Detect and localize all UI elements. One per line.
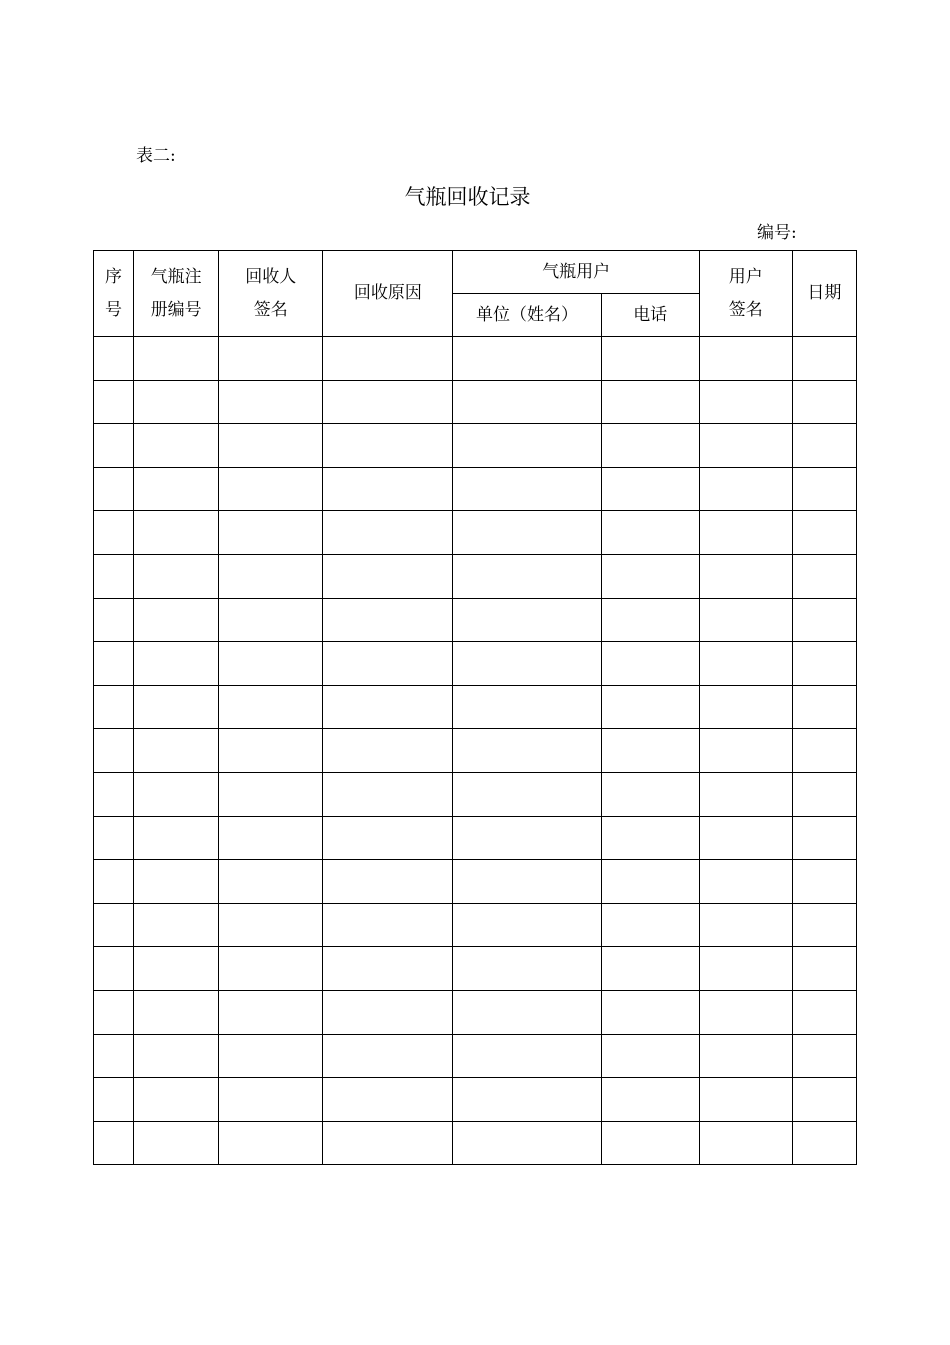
cell-collector-sign[interactable] <box>219 860 323 904</box>
cell-phone[interactable] <box>601 685 699 729</box>
cell-date[interactable] <box>792 685 856 729</box>
cell-unit-name[interactable] <box>453 772 601 816</box>
table-row <box>94 816 857 860</box>
cell-reason[interactable] <box>323 990 453 1034</box>
cell-date[interactable] <box>792 1078 856 1122</box>
cell-collector-sign[interactable] <box>219 380 323 424</box>
cell-reason[interactable] <box>323 1121 453 1165</box>
cell-date[interactable] <box>792 729 856 773</box>
cell-user-sign[interactable] <box>699 947 792 991</box>
cell-seq[interactable] <box>94 860 134 904</box>
cell-collector-sign[interactable] <box>219 554 323 598</box>
cell-user-sign[interactable] <box>699 903 792 947</box>
cell-seq[interactable] <box>94 642 134 686</box>
cell-collector-sign[interactable] <box>219 947 323 991</box>
cell-date[interactable] <box>792 1034 856 1078</box>
cell-date[interactable] <box>792 642 856 686</box>
cell-unit-name[interactable] <box>453 1034 601 1078</box>
cell-user-sign[interactable] <box>699 1121 792 1165</box>
cell-seq[interactable] <box>94 598 134 642</box>
header-user-sign-line2: 签名 <box>728 299 763 320</box>
cell-seq[interactable] <box>94 903 134 947</box>
cell-date[interactable] <box>792 772 856 816</box>
cell-unit-name[interactable] <box>453 990 601 1034</box>
table-row <box>94 729 857 773</box>
cell-cylinder-reg[interactable] <box>134 947 219 991</box>
cell-reason[interactable] <box>323 598 453 642</box>
cell-phone[interactable] <box>601 860 699 904</box>
cell-user-sign[interactable] <box>699 990 792 1034</box>
cell-collector-sign[interactable] <box>219 424 323 468</box>
cell-unit-name[interactable] <box>453 424 601 468</box>
cell-phone[interactable] <box>601 467 699 511</box>
cell-date[interactable] <box>792 337 856 381</box>
cell-date[interactable] <box>792 424 856 468</box>
cell-phone[interactable] <box>601 642 699 686</box>
table-row <box>94 860 857 904</box>
cell-reason[interactable] <box>323 816 453 860</box>
table-row <box>94 1121 857 1165</box>
cell-phone[interactable] <box>601 990 699 1034</box>
cell-user-sign[interactable] <box>699 860 792 904</box>
cell-collector-sign[interactable] <box>219 1121 323 1165</box>
table-row <box>94 424 857 468</box>
cell-unit-name[interactable] <box>453 554 601 598</box>
cell-unit-name[interactable] <box>453 642 601 686</box>
cell-phone[interactable] <box>601 947 699 991</box>
cell-date[interactable] <box>792 947 856 991</box>
cell-cylinder-reg[interactable] <box>134 598 219 642</box>
cell-user-sign[interactable] <box>699 467 792 511</box>
cell-date[interactable] <box>792 990 856 1034</box>
cell-cylinder-reg[interactable] <box>134 729 219 773</box>
cell-date[interactable] <box>792 598 856 642</box>
cell-collector-sign[interactable] <box>219 685 323 729</box>
cell-unit-name[interactable] <box>453 598 601 642</box>
cell-seq[interactable] <box>94 1078 134 1122</box>
cell-cylinder-reg[interactable] <box>134 642 219 686</box>
header-reason: 回收原因 <box>323 251 453 337</box>
cell-reason[interactable] <box>323 860 453 904</box>
table-row <box>94 554 857 598</box>
cell-collector-sign[interactable] <box>219 467 323 511</box>
cell-user-sign[interactable] <box>699 685 792 729</box>
cell-collector-sign[interactable] <box>219 729 323 773</box>
cell-collector-sign[interactable] <box>219 511 323 555</box>
cell-reason[interactable] <box>323 380 453 424</box>
cell-collector-sign[interactable] <box>219 1034 323 1078</box>
cell-phone[interactable] <box>601 729 699 773</box>
header-user-sign-line1: 用户 <box>728 266 763 287</box>
cell-date[interactable] <box>792 467 856 511</box>
header-seq <box>94 251 134 337</box>
cell-user-sign[interactable] <box>699 816 792 860</box>
cell-collector-sign[interactable] <box>219 642 323 686</box>
table-row <box>94 903 857 947</box>
cell-cylinder-reg[interactable] <box>134 1034 219 1078</box>
header-cylinder-user: 气瓶用户 <box>453 251 699 294</box>
cell-seq[interactable] <box>94 816 134 860</box>
cell-collector-sign[interactable] <box>219 816 323 860</box>
table-row <box>94 1034 857 1078</box>
cell-phone[interactable] <box>601 772 699 816</box>
cell-phone[interactable] <box>601 554 699 598</box>
cell-date[interactable] <box>792 816 856 860</box>
cell-user-sign[interactable] <box>699 1078 792 1122</box>
cell-reason[interactable] <box>323 511 453 555</box>
header-cylinder-reg-line2: 册编号 <box>150 299 202 320</box>
cell-collector-sign[interactable] <box>219 598 323 642</box>
cell-seq[interactable] <box>94 990 134 1034</box>
cell-unit-name[interactable] <box>453 511 601 555</box>
cell-cylinder-reg[interactable] <box>134 772 219 816</box>
header-seq-line1: 序 <box>105 266 123 287</box>
cell-user-sign[interactable] <box>699 380 792 424</box>
cell-phone[interactable] <box>601 598 699 642</box>
header-collector-line2: 签名 <box>253 299 288 320</box>
cell-reason[interactable] <box>323 903 453 947</box>
cell-cylinder-reg[interactable] <box>134 1121 219 1165</box>
cell-reason[interactable] <box>323 1034 453 1078</box>
cell-cylinder-reg[interactable] <box>134 467 219 511</box>
cell-seq[interactable] <box>94 554 134 598</box>
table-label: 表二: <box>136 146 176 166</box>
cell-seq[interactable] <box>94 380 134 424</box>
cell-reason[interactable] <box>323 685 453 729</box>
cell-cylinder-reg[interactable] <box>134 685 219 729</box>
cell-seq[interactable] <box>94 772 134 816</box>
cell-date[interactable] <box>792 860 856 904</box>
table-row <box>94 685 857 729</box>
table-row <box>94 598 857 642</box>
cell-user-sign[interactable] <box>699 729 792 773</box>
cell-reason[interactable] <box>323 424 453 468</box>
header-phone: 电话 <box>601 294 699 337</box>
cell-seq[interactable] <box>94 467 134 511</box>
cell-phone[interactable] <box>601 511 699 555</box>
cell-phone[interactable] <box>601 380 699 424</box>
table-body <box>94 337 857 1165</box>
cell-reason[interactable] <box>323 772 453 816</box>
cell-seq[interactable] <box>94 337 134 381</box>
cell-unit-name[interactable] <box>453 337 601 381</box>
cell-collector-sign[interactable] <box>219 990 323 1034</box>
cell-reason[interactable] <box>323 729 453 773</box>
cell-unit-name[interactable] <box>453 729 601 773</box>
cell-reason[interactable] <box>323 1078 453 1122</box>
cylinder-recovery-table <box>93 250 857 1165</box>
cell-reason[interactable] <box>323 642 453 686</box>
cell-phone[interactable] <box>601 1121 699 1165</box>
header-unit-name: 单位（姓名） <box>453 294 601 337</box>
cell-user-sign[interactable] <box>699 772 792 816</box>
table-row <box>94 511 857 555</box>
cell-reason[interactable] <box>323 947 453 991</box>
cell-user-sign[interactable] <box>699 554 792 598</box>
cell-date[interactable] <box>792 511 856 555</box>
table-row <box>94 467 857 511</box>
header-seq-line2: 号 <box>105 299 123 320</box>
table-row <box>94 380 857 424</box>
cell-date[interactable] <box>792 380 856 424</box>
cell-unit-name[interactable] <box>453 467 601 511</box>
document-title: 气瓶回收记录 <box>404 185 531 209</box>
cell-seq[interactable] <box>94 1121 134 1165</box>
cell-collector-sign[interactable] <box>219 903 323 947</box>
cell-cylinder-reg[interactable] <box>134 424 219 468</box>
cell-cylinder-reg[interactable] <box>134 554 219 598</box>
header-user-sign <box>699 251 792 337</box>
cell-cylinder-reg[interactable] <box>134 903 219 947</box>
cell-cylinder-reg[interactable] <box>134 816 219 860</box>
table-row <box>94 947 857 991</box>
table-row <box>94 337 857 381</box>
cell-user-sign[interactable] <box>699 337 792 381</box>
table-row <box>94 772 857 816</box>
cell-seq[interactable] <box>94 511 134 555</box>
cell-unit-name[interactable] <box>453 947 601 991</box>
header-collector-line1: 回收人 <box>245 266 297 287</box>
number-label: 编号: <box>757 223 797 243</box>
header-date: 日期 <box>792 251 856 337</box>
cell-cylinder-reg[interactable] <box>134 337 219 381</box>
cell-reason[interactable] <box>323 337 453 381</box>
cell-unit-name[interactable] <box>453 816 601 860</box>
cell-phone[interactable] <box>601 337 699 381</box>
cell-date[interactable] <box>792 554 856 598</box>
header-collector-sign <box>219 251 323 337</box>
cell-date[interactable] <box>792 903 856 947</box>
cell-seq[interactable] <box>94 424 134 468</box>
cell-cylinder-reg[interactable] <box>134 511 219 555</box>
cell-collector-sign[interactable] <box>219 337 323 381</box>
cell-cylinder-reg[interactable] <box>134 380 219 424</box>
cell-user-sign[interactable] <box>699 642 792 686</box>
cell-phone[interactable] <box>601 424 699 468</box>
cell-user-sign[interactable] <box>699 424 792 468</box>
cell-unit-name[interactable] <box>453 380 601 424</box>
cell-cylinder-reg[interactable] <box>134 1078 219 1122</box>
cell-user-sign[interactable] <box>699 511 792 555</box>
cell-reason[interactable] <box>323 554 453 598</box>
cell-phone[interactable] <box>601 1078 699 1122</box>
cell-cylinder-reg[interactable] <box>134 990 219 1034</box>
table-row <box>94 1078 857 1122</box>
cell-unit-name[interactable] <box>453 860 601 904</box>
cell-seq[interactable] <box>94 947 134 991</box>
table-row <box>94 642 857 686</box>
cell-cylinder-reg[interactable] <box>134 860 219 904</box>
cell-seq[interactable] <box>94 1034 134 1078</box>
cell-phone[interactable] <box>601 816 699 860</box>
cell-unit-name[interactable] <box>453 685 601 729</box>
cell-seq[interactable] <box>94 729 134 773</box>
cell-date[interactable] <box>792 1121 856 1165</box>
cell-phone[interactable] <box>601 1034 699 1078</box>
cell-unit-name[interactable] <box>453 903 601 947</box>
cell-collector-sign[interactable] <box>219 1078 323 1122</box>
cell-collector-sign[interactable] <box>219 772 323 816</box>
cell-phone[interactable] <box>601 903 699 947</box>
cell-user-sign[interactable] <box>699 598 792 642</box>
cell-seq[interactable] <box>94 685 134 729</box>
header-cylinder-reg <box>134 251 219 337</box>
cell-reason[interactable] <box>323 467 453 511</box>
table-row <box>94 990 857 1034</box>
header-cylinder-reg-line1: 气瓶注 <box>150 266 202 287</box>
cell-user-sign[interactable] <box>699 1034 792 1078</box>
cell-unit-name[interactable] <box>453 1121 601 1165</box>
cell-unit-name[interactable] <box>453 1078 601 1122</box>
